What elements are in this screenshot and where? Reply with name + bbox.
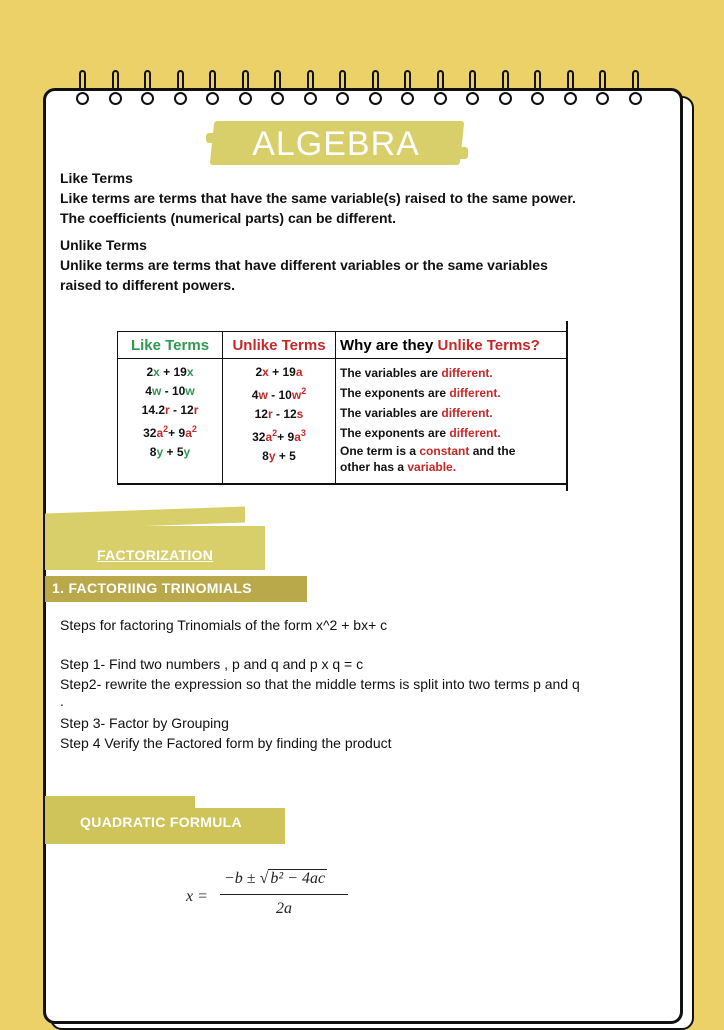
binding-ring [531,70,545,106]
formula-denominator: 2a [276,900,292,917]
reason-4: The exponents are different. [340,426,501,440]
binding-ring [466,70,480,106]
binding-ring [434,70,448,106]
binding-ring [369,70,383,106]
reason-2: The exponents are different. [340,386,501,400]
col-header-why [336,332,567,359]
reason-5: One term is a constant and the other has a variable. [340,444,516,474]
binding-ring [141,70,155,106]
like-term-4: $32a^2+ 9a^2$ [143,424,197,440]
col-header-like: Like Terms [118,332,223,359]
formula-numerator: −b ± √ b² − 4ac [224,870,326,887]
reason-1: The variables are different. [340,366,493,380]
unlike-terms-heading: Unlike Terms [60,237,147,253]
spiral-binding [76,70,656,110]
step-2-continuation: . [60,693,64,709]
terms-comparison-table [117,331,567,485]
binding-ring [629,70,643,106]
unlike-term-4: $32a^2+ 9a^3$ [252,428,306,444]
unlike-terms-definition-line2: raised to different powers. [60,277,236,293]
step-1: Step 1- Find two numbers , p and q and p x q = c [60,656,364,672]
binding-ring [206,70,220,106]
binding-ring [271,70,285,106]
like-terms-heading: Like Terms [60,170,133,186]
binding-ring [564,70,578,106]
page-title: ALGEBRA [252,125,420,163]
binding-ring [239,70,253,106]
col-header-unlike: Unlike Terms [223,332,336,359]
step-4: Step 4 Verify the Factored form by finding the product [60,735,392,751]
step-3: Step 3- Factor by Grouping [60,715,229,731]
binding-ring [76,70,90,106]
binding-ring [499,70,513,106]
title-banner [206,113,466,171]
like-terms-definition-line1: Like terms are terms that have the same variable(s) raised to the same power. [60,190,576,206]
quadratic-formula-heading: QUADRATIC FORMULA [80,814,242,830]
like-term-2: 4w - 10w [145,384,195,398]
formula-fraction-bar [220,894,348,895]
like-terms-column [118,359,223,485]
formula-radicand: b² − 4ac [270,870,326,887]
unlike-term-3: 12r - 12s [254,407,304,421]
like-terms-definition-line2: The coefficients (numerical parts) can be different. [60,210,397,226]
col-header-why-prefix: Why are they [340,336,438,354]
formula-lhs: x = [186,888,208,905]
unlike-terms-definition-line1: Unlike terms are terms that have different variables or the same variables [60,257,548,273]
like-term-3: 14.2r - 12r [141,403,199,417]
unlike-term-2: $4w - 10w^2$ [251,386,307,402]
unlike-term-5: 8y + 5 [262,449,296,463]
binding-ring [336,70,350,106]
binding-ring [109,70,123,106]
like-term-5: 8y + 5y [149,445,191,459]
like-term-1: 2x + 19x [146,365,194,379]
binding-ring [401,70,415,106]
reason-3: The variables are different. [340,406,493,420]
binding-ring [174,70,188,106]
factoring-intro: Steps for factoring Trinomials of the form x^2 + bx+ c [60,617,388,633]
binding-ring [596,70,610,106]
factorization-heading: FACTORIZATION [97,547,214,563]
factoring-trinomials-heading: 1. FACTORIING TRINOMIALS [52,580,252,596]
step-2: Step2- rewrite the expression so that the middle terms is split into two terms p and q [60,676,580,692]
reasons-column [336,359,567,485]
binding-ring [304,70,318,106]
unlike-term-1: 2x + 19a [255,365,303,379]
col-header-why-highlight: Unlike Terms? [437,336,540,354]
unlike-terms-column [223,359,336,485]
